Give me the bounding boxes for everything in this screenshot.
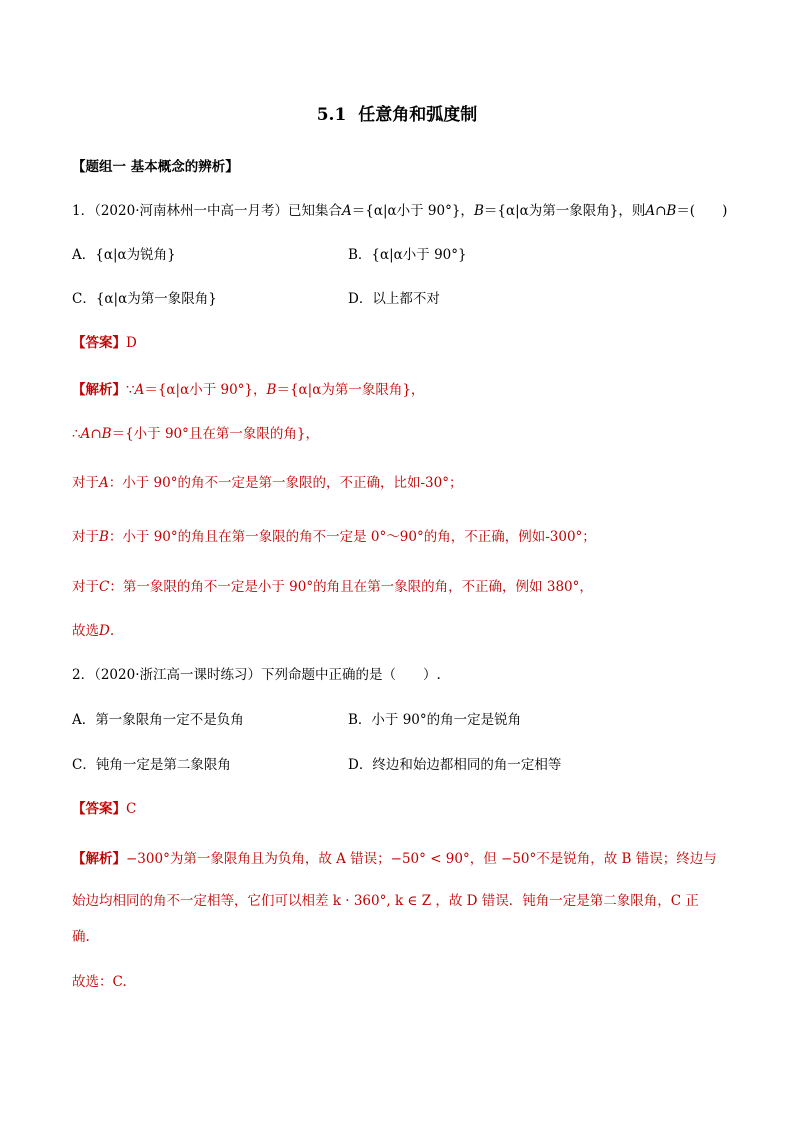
text: ＝{α|α小于 90°}， (144, 382, 267, 398)
q2-option-c: C．钝角一定是第二象限角 (72, 757, 231, 773)
analysis-label: 【解析】 (72, 382, 126, 398)
q1-stem (72, 202, 727, 220)
q1-stem-text: ＝{α|α小于 90°}， (351, 203, 474, 219)
text: ：第一象限的角不一定是小于 90°的角且在第一象限的角，不正确，例如 380°， (109, 579, 593, 595)
q1-stem-text: ＝( ) (676, 203, 728, 219)
q2-analysis-line-1 (72, 850, 717, 868)
var: D (99, 623, 110, 639)
answer-label: 【答案】 (72, 335, 126, 351)
intersection: A∩B (645, 203, 677, 219)
q1-option-a: A．{α|α为锐角} (72, 247, 176, 263)
q1-analysis-line-6 (72, 622, 114, 640)
answer-value: C (126, 801, 137, 817)
text: −300°为第一象限角且为负角，故 A 错误；−50° < 90°，但 −50°不是锐角，故 B 错误；终边与 (126, 851, 717, 867)
var: A (134, 382, 145, 398)
text: ：小于 90°的角不一定是第一象限的，不正确，比如-30°； (108, 475, 463, 491)
analysis-label: 【解析】 (72, 851, 126, 867)
section-number: 5.1 (316, 105, 347, 125)
q2-answer (72, 800, 136, 818)
text: 对于 (72, 579, 99, 595)
q2-option-b: B．小于 90°的角一定是锐角 (348, 712, 522, 728)
text: 故选 (72, 623, 99, 639)
q1-stem-text: 1．（2020·河南林州一中高一月考）已知集合 (72, 203, 342, 219)
q1-option-d: D．以上都不对 (348, 291, 440, 307)
q1-analysis-line-3 (72, 474, 462, 492)
var: A∩B (80, 426, 112, 442)
q2-analysis-line-3: 确. (72, 929, 90, 945)
text: 对于 (72, 475, 99, 491)
q1-option-b: B．{α|α小于 90°} (348, 247, 467, 263)
var: A (99, 475, 109, 491)
q2-analysis-line-2: 始边均相同的角不一定相等，它们可以相差 k · 360°, k ∈ Z ，故 D 错误．钝角一定是第二象限角，C 正 (72, 893, 699, 909)
answer-label: 【答案】 (72, 801, 126, 817)
text: ：小于 90°的角且在第一象限的角不一定是 0°～90°的角，不正确，例如-300°； (108, 529, 596, 545)
q1-analysis-line-1 (72, 381, 424, 399)
section-title: 任意角和弧度制 (358, 105, 478, 125)
var: B (99, 529, 109, 545)
q1-analysis-line-2 (72, 425, 319, 443)
q1-analysis-line-4 (72, 528, 596, 546)
q1-answer (72, 334, 137, 352)
text: ＝{α|α为第一象限角}， (276, 382, 425, 398)
page-title (0, 104, 794, 126)
q2-option-d: D．终边和始边都相同的角一定相等 (348, 757, 562, 773)
var: C (99, 579, 110, 595)
q2-analysis-line-4: 故选：C. (72, 974, 127, 990)
answer-value: D (126, 335, 137, 351)
var: B (266, 382, 277, 398)
set-b: B (473, 203, 484, 219)
text: ∴ (72, 426, 81, 442)
q2-option-a: A．第一象限角一定不是负角 (72, 712, 244, 728)
text: ∵ (126, 382, 135, 398)
group-label: 【题组一 基本概念的辨析】 (72, 159, 239, 175)
q2-stem: 2．（2020·浙江高一课时练习）下列命题中正确的是（ ）. (72, 667, 441, 683)
text: . (109, 623, 115, 639)
q1-stem-text: ＝{α|α为第一象限角}，则 (483, 203, 646, 219)
q1-option-c: C．{α|α为第一象限角} (72, 291, 217, 307)
set-a: A (342, 203, 352, 219)
text: ＝{小于 90°且在第一象限的角}， (111, 426, 319, 442)
q1-analysis-line-5 (72, 578, 593, 596)
text: 对于 (72, 529, 99, 545)
